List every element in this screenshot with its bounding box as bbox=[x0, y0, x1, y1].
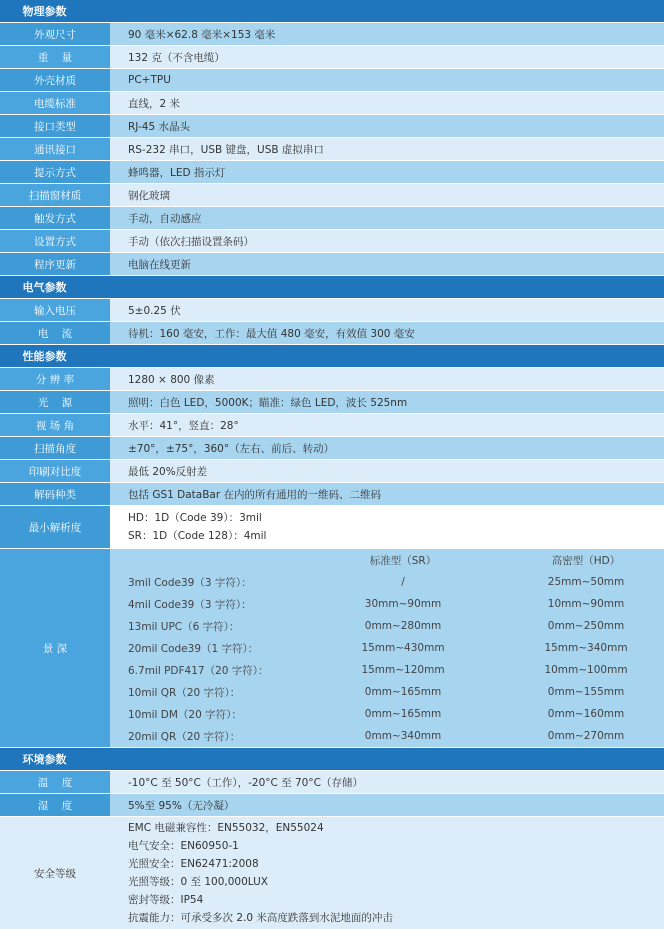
spec-value: 5±0.25 伏 bbox=[110, 299, 664, 321]
spec-label: 温 度 bbox=[0, 771, 110, 793]
spec-value bbox=[110, 506, 664, 548]
spec-label: 扫描角度 bbox=[0, 437, 110, 459]
table-row bbox=[128, 725, 664, 747]
section-title: 电气参数 bbox=[22, 281, 67, 294]
spec-row-light-source bbox=[0, 391, 664, 413]
spec-row-scan-angle bbox=[0, 437, 664, 459]
table-header bbox=[128, 549, 298, 571]
safety-line: 光照等级：0 至 100,000LUX bbox=[128, 876, 268, 888]
safety-line: 抗震能力：可承受多次 2.0 米高度跌落到水泥地面的冲击 bbox=[128, 912, 393, 924]
section-header-physical bbox=[0, 0, 664, 22]
table-row bbox=[128, 659, 664, 681]
table-header-row bbox=[128, 549, 664, 571]
spec-row-config bbox=[0, 230, 664, 252]
min-resolution-line: HD：1D（Code 39）：3mil bbox=[128, 512, 262, 524]
table-cell: 20mil QR（20 字符）： bbox=[128, 730, 241, 743]
safety-line: 光照安全：EN62471:2008 bbox=[128, 858, 259, 870]
section-title: 物理参数 bbox=[22, 5, 67, 18]
spec-row-resolution bbox=[0, 368, 664, 390]
spec-row-voltage bbox=[0, 299, 664, 321]
table-cell: 30mm~90mm bbox=[364, 598, 442, 610]
table-cell: 15mm~430mm bbox=[361, 642, 445, 654]
spec-label: 重 量 bbox=[0, 46, 110, 68]
table-cell: 15mm~340mm bbox=[544, 642, 628, 654]
spec-value: 132 克（不含电缆） bbox=[110, 46, 664, 68]
spec-row-interface bbox=[0, 138, 664, 160]
spec-row-symbologies bbox=[0, 483, 664, 505]
section-header-electrical bbox=[0, 276, 664, 298]
spec-value: 钢化玻璃 bbox=[110, 184, 664, 206]
section-header-environment bbox=[0, 748, 664, 770]
table-cell: 0mm~165mm bbox=[364, 708, 442, 720]
table-cell: 10mil QR（20 字符）： bbox=[128, 686, 241, 699]
table-row bbox=[128, 593, 664, 615]
table-cell: 0mm~160mm bbox=[547, 708, 625, 720]
spec-value: 蜂鸣器，LED 指示灯 bbox=[110, 161, 664, 183]
spec-row-window bbox=[0, 184, 664, 206]
table-row bbox=[128, 637, 664, 659]
min-resolution-line: SR：1D（Code 128）：4mil bbox=[128, 530, 267, 542]
depth-table-container bbox=[110, 549, 664, 747]
table-cell: 0mm~280mm bbox=[364, 620, 442, 632]
spec-label: 视 场 角 bbox=[0, 414, 110, 436]
spec-label: 景 深 bbox=[0, 549, 110, 747]
table-row bbox=[128, 681, 664, 703]
spec-value: 电脑在线更新 bbox=[110, 253, 664, 275]
spec-row-housing bbox=[0, 69, 664, 91]
spec-row-cable bbox=[0, 92, 664, 114]
safety-line: 密封等级：IP54 bbox=[128, 894, 204, 906]
table-cell: 13mil UPC（6 字符）： bbox=[128, 620, 240, 633]
table-cell: 0mm~165mm bbox=[364, 686, 442, 698]
spec-label: 设置方式 bbox=[0, 230, 110, 252]
spec-value: 手动，自动感应 bbox=[110, 207, 664, 229]
spec-label: 输入电压 bbox=[0, 299, 110, 321]
safety-line: 电气安全：EN60950-1 bbox=[128, 840, 239, 852]
spec-value: 手动（依次扫描设置条码） bbox=[110, 230, 664, 252]
spec-label: 光 源 bbox=[0, 391, 110, 413]
spec-row-contrast bbox=[0, 460, 664, 482]
spec-label: 电 流 bbox=[0, 322, 110, 344]
spec-value bbox=[110, 817, 664, 929]
spec-value: 直线，2 米 bbox=[110, 92, 664, 114]
spec-row-fov bbox=[0, 414, 664, 436]
depth-of-field-table bbox=[128, 549, 664, 747]
table-row bbox=[128, 615, 664, 637]
spec-row-connector bbox=[0, 115, 664, 137]
spec-row-trigger bbox=[0, 207, 664, 229]
spec-row-indicator bbox=[0, 161, 664, 183]
spec-value: RS-232 串口，USB 键盘，USB 虚拟串口 bbox=[110, 138, 664, 160]
spec-label: 解码种类 bbox=[0, 483, 110, 505]
spec-label: 提示方式 bbox=[0, 161, 110, 183]
spec-value: 包括 GS1 DataBar 在内的所有通用的一维码、二维码 bbox=[110, 483, 664, 505]
safety-line: EMC 电磁兼容性：EN55032，EN55024 bbox=[128, 822, 324, 834]
spec-label: 接口类型 bbox=[0, 115, 110, 137]
table-cell: / bbox=[401, 576, 405, 588]
spec-value: 5%至 95%（无冷凝） bbox=[110, 794, 664, 816]
table-cell: 10mm~100mm bbox=[544, 664, 628, 676]
spec-value: 最低 20%反射差 bbox=[110, 460, 664, 482]
spec-label: 通讯接口 bbox=[0, 138, 110, 160]
spec-label: 最小解析度 bbox=[0, 506, 110, 548]
spec-value: 水平：41°，竖直：28° bbox=[110, 414, 664, 436]
table-cell: 10mm~90mm bbox=[547, 598, 625, 610]
table-cell: 4mil Code39（3 字符）： bbox=[128, 598, 252, 611]
table-cell: 0mm~340mm bbox=[364, 730, 442, 742]
spec-row-safety bbox=[0, 817, 664, 929]
table-header: 高密型（HD） bbox=[551, 554, 621, 567]
table-row bbox=[128, 571, 664, 593]
spec-label: 印刷对比度 bbox=[0, 460, 110, 482]
section-title: 环境参数 bbox=[22, 753, 67, 766]
spec-row-current bbox=[0, 322, 664, 344]
spec-label: 电缆标准 bbox=[0, 92, 110, 114]
spec-row-dimensions bbox=[0, 23, 664, 45]
spec-row-temperature bbox=[0, 771, 664, 793]
table-cell: 0mm~250mm bbox=[547, 620, 625, 632]
table-cell: 3mil Code39（3 字符）： bbox=[128, 576, 252, 589]
spec-value: PC+TPU bbox=[110, 69, 664, 91]
spec-value: ±70°，±75°，360°（左右、前后、转动） bbox=[110, 437, 664, 459]
table-cell: 20mil Code39（1 字符）： bbox=[128, 642, 259, 655]
table-cell: 0mm~270mm bbox=[547, 730, 625, 742]
spec-row-humidity bbox=[0, 794, 664, 816]
spec-label: 安全等级 bbox=[0, 817, 110, 929]
table-cell: 6.7mil PDF417（20 字符）： bbox=[128, 664, 269, 677]
spec-value: 待机：160 毫安，工作：最大值 480 毫安，有效值 300 毫安 bbox=[110, 322, 664, 344]
spec-row-weight bbox=[0, 46, 664, 68]
table-cell: 25mm~50mm bbox=[547, 576, 625, 588]
section-title: 性能参数 bbox=[22, 350, 67, 363]
table-cell: 10mil DM（20 字符）： bbox=[128, 708, 242, 721]
table-cell: 15mm~120mm bbox=[361, 664, 445, 676]
spec-row-depth-of-field bbox=[0, 549, 664, 747]
spec-label: 湿 度 bbox=[0, 794, 110, 816]
table-row bbox=[128, 703, 664, 725]
spec-label: 外观尺寸 bbox=[0, 23, 110, 45]
table-header: 标准型（SR） bbox=[369, 554, 437, 567]
spec-value: 照明：白色 LED，5000K；瞄准：绿色 LED，波长 525nm bbox=[110, 391, 664, 413]
spec-value: 90 毫米×62.8 毫米×153 毫米 bbox=[110, 23, 664, 45]
spec-label: 程序更新 bbox=[0, 253, 110, 275]
spec-value: -10°C 至 50°C（工作），-20°C 至 70°C（存储） bbox=[110, 771, 664, 793]
spec-label: 外壳材质 bbox=[0, 69, 110, 91]
spec-value: 1280 × 800 像素 bbox=[110, 368, 664, 390]
spec-row-update bbox=[0, 253, 664, 275]
section-header-performance bbox=[0, 345, 664, 367]
spec-label: 触发方式 bbox=[0, 207, 110, 229]
table-cell: 0mm~155mm bbox=[547, 686, 625, 698]
spec-row-min-resolution bbox=[0, 506, 664, 548]
spec-value: RJ-45 水晶头 bbox=[110, 115, 664, 137]
spec-label: 扫描窗材质 bbox=[0, 184, 110, 206]
spec-label: 分 辨 率 bbox=[0, 368, 110, 390]
